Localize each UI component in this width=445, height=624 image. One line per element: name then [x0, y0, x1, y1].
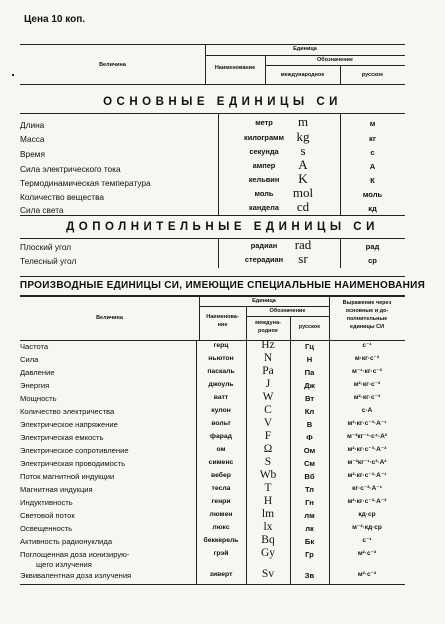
intl-symbol: K [298, 171, 308, 186]
rule-designation [246, 316, 329, 317]
quantity: Электрическая емкость [20, 433, 104, 442]
intl-symbol: J [265, 378, 271, 390]
intl-symbol: Pa [262, 365, 274, 377]
unit-name: вебер [211, 472, 231, 479]
quantity: Плоский угол [20, 242, 72, 252]
intl-symbol: Wb [259, 469, 277, 481]
intl-symbol: C [264, 404, 272, 416]
rule-unit [199, 306, 329, 307]
header-international: международное [280, 72, 325, 78]
quantity: Сила электрического тока [20, 164, 121, 174]
unit-name: стерадиан [244, 255, 284, 264]
ru-symbol: Вт [304, 394, 315, 403]
header-quantity: Величина [99, 62, 126, 68]
quantity: Сила света [20, 205, 64, 215]
unit-name: грэй [213, 550, 229, 557]
si-expression: м²·кг·с⁻³·А⁻¹ [347, 420, 387, 427]
quantity: Телесный угол [20, 256, 77, 266]
si-expression: с⁻¹ [362, 342, 372, 349]
quantity: Магнитная индукция [20, 485, 93, 494]
ru-symbol: Па [304, 368, 315, 377]
intl-symbol: A [298, 157, 308, 172]
unit-name: генри [211, 498, 231, 505]
quantity: Активность радионуклида [20, 537, 113, 546]
unit-name: герц [213, 342, 229, 349]
quantity: Длина [20, 120, 45, 130]
ru-symbol: Бк [304, 537, 315, 546]
ru-symbol: Ом [303, 446, 316, 455]
ru-symbol: моль [362, 190, 383, 199]
ru-symbol: См [303, 459, 316, 468]
unit-name: метр [255, 118, 273, 127]
intl-symbol: rad [294, 237, 312, 252]
si-expression: м·кг·с⁻² [354, 355, 380, 362]
header-name-line1: Наименова- [206, 314, 239, 320]
header-expr-line4: единицы СИ [349, 324, 385, 330]
rule-section [20, 113, 405, 114]
header-unit: Единица [252, 298, 276, 304]
header-intl-line2: родное [258, 328, 278, 334]
unit-name: люкс [212, 524, 230, 531]
quantity: Время [20, 149, 45, 159]
ru-symbol: Кл [304, 407, 315, 416]
si-expression: м²·с⁻² [357, 550, 377, 557]
quantity: Электрическая проводимость [20, 459, 126, 468]
si-expression: кд·ср [358, 511, 376, 518]
intl-symbol: sr [298, 251, 308, 266]
quantity: Термодинамическая температура [20, 178, 151, 188]
ru-symbol: кг [369, 134, 376, 143]
header-designation: Обозначение [269, 308, 306, 314]
ru-symbol: кд [368, 204, 377, 213]
intl-symbol: F [264, 430, 272, 442]
rule-top [20, 44, 405, 45]
quantity: Энергия [20, 381, 50, 390]
si-expression: с⁻¹ [362, 537, 372, 544]
unit-name: кулон [211, 407, 231, 414]
page-mark [12, 74, 14, 76]
quantity-line2: щего излучения [36, 560, 92, 569]
rule-section [20, 238, 405, 239]
quantity: Поглощенная доза ионизирую- [20, 550, 130, 559]
si-expression: м²·кг·с⁻² [353, 381, 381, 388]
unit-name: секунда [249, 147, 279, 156]
section-title-base: ОСНОВНЫЕ ЕДИНИЦЫ СИ [103, 96, 342, 108]
quantity: Электрическое сопротивление [20, 446, 129, 455]
ru-symbol: лм [304, 511, 315, 520]
ru-symbol: лк [305, 524, 314, 533]
header-russian: русское [298, 324, 321, 330]
unit-name: беккерель [203, 537, 239, 544]
si-expression: кг·с⁻²·А⁻¹ [352, 485, 382, 492]
rule-top [20, 276, 405, 277]
ru-symbol: В [306, 420, 313, 429]
intl-symbol: H [263, 495, 273, 507]
ru-symbol: Гц [305, 342, 314, 351]
unit-name: кельвин [248, 175, 280, 184]
header-russian: русское [361, 72, 384, 78]
si-expression: м⁻²кг⁻¹·с⁴·А² [347, 433, 387, 440]
unit-name: фарад [210, 433, 232, 440]
ru-symbol: м [369, 119, 376, 128]
ru-symbol: Вб [304, 472, 315, 481]
header-expr-line2: основные и до- [345, 308, 389, 314]
quantity: Световой поток [20, 511, 75, 520]
intl-symbol: Ω [263, 443, 273, 455]
ru-symbol: Зв [304, 571, 315, 580]
si-expression: м²·кг·с⁻²·А⁻¹ [347, 472, 387, 479]
unit-name: килограмм [244, 133, 284, 142]
ru-symbol: с [370, 148, 375, 157]
rule-header-bottom [20, 340, 405, 341]
unit-name: паскаль [207, 368, 235, 375]
si-expression: м²·с⁻² [357, 571, 377, 578]
unit-name: люмен [209, 511, 233, 518]
si-expression: м²·кг·с⁻³ [353, 394, 381, 401]
intl-symbol: V [263, 417, 273, 429]
si-expression: м²·кг·с⁻²·А⁻² [347, 498, 387, 505]
intl-symbol: Hz [261, 339, 275, 351]
header-intl-line1: междуна- [255, 320, 281, 326]
intl-symbol: lm [261, 508, 275, 520]
intl-symbol: W [262, 391, 274, 403]
intl-symbol: S [264, 456, 272, 468]
ru-symbol: К [370, 176, 375, 185]
header-designation: Обозначение [317, 57, 353, 63]
si-expression: м⁻¹·кг·с⁻² [352, 368, 382, 375]
rule-section [20, 215, 405, 216]
ru-symbol: Н [306, 355, 313, 364]
si-expression: с·А [361, 407, 373, 414]
intl-symbol: cd [296, 199, 310, 214]
unit-name: моль [254, 189, 274, 198]
rule-bottom [20, 584, 405, 585]
unit-name: ватт [213, 394, 229, 401]
unit-name: зиверт [209, 571, 233, 578]
intl-symbol: N [263, 352, 273, 364]
header-unit: Единица [293, 46, 317, 52]
quantity: Количество вещества [20, 192, 105, 202]
ru-symbol: Дж [304, 381, 315, 390]
header-expr-line3: полнительные [346, 316, 388, 322]
unit-name: ампер [252, 161, 276, 170]
si-expression: м²·кг·с⁻³·А⁻² [347, 446, 387, 453]
si-expression: м⁻²·кд·ср [352, 524, 382, 531]
unit-name: ньютон [208, 355, 234, 362]
unit-name: ом [216, 446, 226, 453]
intl-symbol: kg [296, 129, 310, 144]
unit-name: сименс [208, 459, 234, 466]
quantity: Эквивалентная доза излучения [20, 571, 132, 580]
intl-symbol: Sv [261, 568, 275, 580]
unit-name: вольт [211, 420, 231, 427]
quantity: Электрическое напряжение [20, 420, 118, 429]
quantity: Освещенность [20, 524, 73, 533]
unit-name: кандела [249, 203, 279, 212]
section-title-supplementary: ДОПОЛНИТЕЛЬНЫЕ ЕДИНИЦЫ СИ [66, 221, 379, 233]
header-expr-line1: Выражение через [342, 300, 392, 306]
price-label: Цена 10 коп. [24, 14, 86, 25]
quantity: Сила [20, 355, 39, 364]
header-name: Наименование [214, 65, 256, 71]
rule-designation [265, 65, 405, 66]
intl-symbol: mol [292, 185, 314, 200]
intl-symbol: s [300, 143, 306, 158]
ru-symbol: ср [368, 256, 377, 265]
rule-header-bottom [20, 84, 405, 85]
si-expression: м⁻²кг⁻¹·с³·А² [347, 459, 387, 466]
intl-symbol: Bq [261, 534, 275, 546]
header-name-line2: ние [217, 322, 228, 328]
intl-symbol: Gy [260, 547, 276, 559]
quantity: Индуктивность [20, 498, 73, 507]
quantity: Мощность [20, 394, 57, 403]
section-title-derived: ПРОИЗВОДНЫЕ ЕДИНИЦЫ СИ, ИМЕЮЩИЕ СПЕЦИАЛЬНЫЕ НАИМЕНОВАНИЯ [19, 280, 426, 291]
ru-symbol: Гн [305, 498, 314, 507]
intl-symbol: lx [263, 521, 273, 533]
rule-title-bottom [20, 295, 405, 297]
quantity: Количество электричества [20, 407, 115, 416]
unit-name: тесла [211, 485, 231, 492]
quantity: Частота [20, 342, 49, 351]
header-quantity: Величина [96, 315, 123, 321]
ru-symbol: Гр [305, 550, 314, 559]
ru-symbol: Тл [305, 485, 314, 494]
ru-symbol: А [369, 162, 376, 171]
ru-symbol: Ф [306, 433, 313, 442]
intl-symbol: T [264, 482, 272, 494]
intl-symbol: m [297, 114, 309, 129]
quantity: Давление [20, 368, 55, 377]
quantity: Масса [20, 134, 45, 144]
rule-unit [205, 55, 405, 56]
unit-name: джоуль [208, 381, 234, 388]
unit-name: радиан [250, 241, 278, 250]
ru-symbol: рад [365, 242, 380, 251]
quantity: Поток магнитной индукции [20, 472, 115, 481]
